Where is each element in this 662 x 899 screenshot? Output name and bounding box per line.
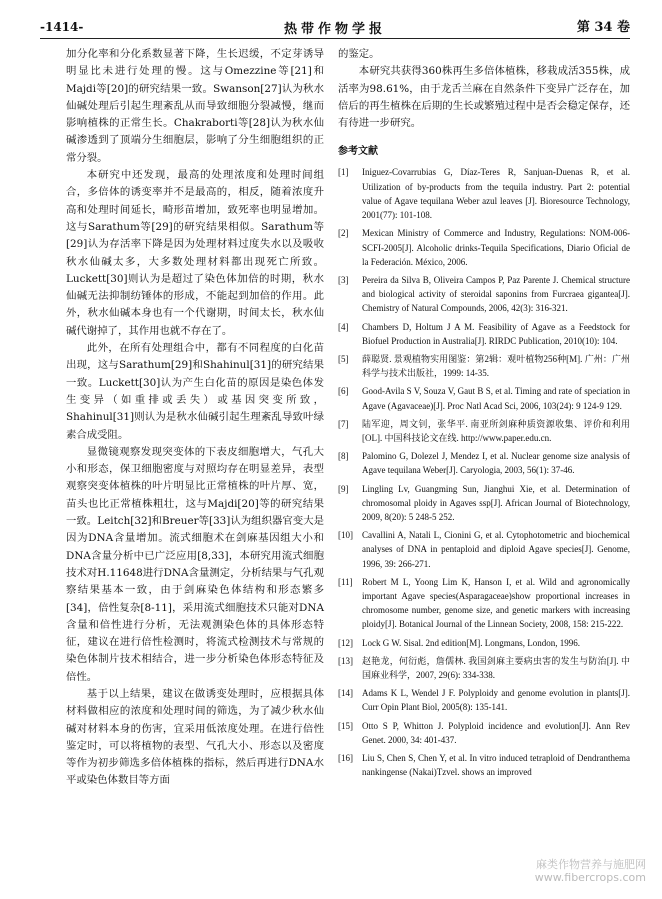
reference-text: 赵艳龙，何衍彪，詹儒林. 我国剑麻主要病虫害的发生与防治[J]. 中国麻业科学，2007, 29(6): 334-338. xyxy=(362,655,630,680)
reference-number: [13] xyxy=(338,655,353,666)
volume-label: 第 34 卷 xyxy=(576,20,630,35)
body-paragraph: 基于以上结果，建议在做诱变处理时，应根据具体材料做相应的浓度和处理时间的筛选，为了减少秋水仙碱对材料本身的伤害，宜采用低浓度处理。在进行倍性鉴定时，可以将植物的表型、气孔大小、形态以及密度等作为初步筛选多倍体植株的指标，然后再进行DNA水平或染色体数目等方面 xyxy=(66,687,324,787)
reference-number: [4] xyxy=(338,321,349,332)
reference-text: Otto S P, Whitton J. Polyploid incidence and evolution[J]. Ann Rev Genet. 2000, 34: 401-437. xyxy=(362,720,630,745)
reference-text: Chambers D, Holtum J A M. Feasibility of Agave as a Feedstock for Biofuel Production in Australia[J]. RIRDC Publication, 2010(10): 104. xyxy=(362,321,630,346)
reference-item xyxy=(338,226,630,269)
reference-item xyxy=(338,654,630,682)
reference-item xyxy=(338,686,630,714)
reference-item xyxy=(338,719,630,747)
reference-number: [15] xyxy=(338,720,353,731)
body-paragraph: 本研究中还发现，最高的处理浓度和处理时间组合，多倍体的诱变率并不是最高的，相反，随着浓度升高和处理时间延长，畸形苗增加，致死率也明显增加。这与Sarathum等[29]的研究结果相似。Sarathum等[29]认为存活率下降是因为处理材料过度失水以及吸收秋水仙碱太多，大多数处理材料都出现死亡所致。Luckett[30]则认为是超过了染色体加倍的时期，秋水仙碱无法抑制纺锤体的形成，不能起到加倍的作用。此外，秋水仙碱本身也有一个代谢期，时间太长，秋水仙碱代谢掉了，其作用也就不存在了。 xyxy=(66,169,324,337)
watermark-url: www.fibercrops.com xyxy=(534,871,646,884)
body-paragraph: 显微镜观察发现突变体的下表皮细胞增大，气孔大小和形态，保卫细胞密度与对照均存在明显差异，表型观察突变体植株的叶片明显比正常植株的叶片厚、宽，苗头也比正常植株粗壮，这与Majdi[20]等的研究结果一致。Leitch[32]和Breuer等[33]认为组织器官变大是因为DNA含量增加。流式细胞术在剑麻基因组大小和DNA含量分析中已广泛应用[8,33]，本研究用流式细胞技术对H.11648进行DNA含量测定，分析结果与气孔观察结果基本一致，由于剑麻染色体结构和形态繁多[34]，倍性复杂[8-11]，采用流式细胞技术只能对DNA含量和倍性进行分析，无法观测染色体的具体形态特征，建议在进行倍性检测时，将流式检测技术与常规的染色体制片技术相结合，进一步分析染色体形态特征及倍性。 xyxy=(66,445,324,683)
reference-item xyxy=(338,352,630,380)
reference-text: 薛聪贤. 景观植物实用图鉴：第2辑：观叶植物256种[M]. 广州：广州科学与技术出版社，1999: 14-35. xyxy=(362,353,630,379)
body-paragraph: 的鉴定。 xyxy=(338,48,380,60)
reference-number: [12] xyxy=(338,637,353,648)
reference-text: Lingling Lv, Guangming Sun, Jianghui Xie, et al. Determination of chromosomal ploidy in Agaves ssp[J]. African Journal of Biotechnology, 2009, 8(20): 5 248-5 252. xyxy=(362,483,630,522)
reference-text: Mexican Ministry of Commerce and Industry, Regulations: NOM-006-SCFI-2005[J]. Alcoholic drinks-Tequila Specifications, Diario Oficial de la Federación. México, 2006. xyxy=(362,228,630,267)
body-paragraph: 此外，在所有处理组合中，都有不同程度的白化苗出现，这与Sarathum[29]和Shahinul[31]的研究结果一致。Luckett[30]认为产生白化苗的原因是染色体发生变异（如重排或丢失）或基因突变所致，Shahinul[31]则认为是秋水仙碱引起生理紊乱导致叶绿素合成受阻。 xyxy=(66,342,324,441)
reference-number: [10] xyxy=(338,530,353,541)
page-number: -1414- xyxy=(40,20,84,34)
reference-item xyxy=(338,449,630,477)
reference-text: Lock G W. Sisal. 2nd edition[M]. Longmans, London, 1996. xyxy=(362,637,580,648)
reference-text: Palomino G, Dolezel J, Mendez I, et al. Nuclear genome size analysis of Agave tequilana Weber[J]. Caryologia, 2003, 56(1): 37-46. xyxy=(362,451,630,476)
reference-list xyxy=(338,165,630,779)
reference-text: Adams K L, Wendel J F. Polyploidy and genome evolution in plants[J]. Curr Opin Plant Biol, 2005(8): 135-141. xyxy=(362,688,630,713)
reference-number: [7] xyxy=(338,418,349,429)
right-column xyxy=(338,46,630,783)
reference-item xyxy=(338,320,630,348)
reference-number: [9] xyxy=(338,483,349,494)
reference-text: Pereira da Silva B, Oliveira Campos P, Paz Parente J. Chemical structure and biological activity of steroidal saponins from Furcraea gigantea[J]. Chemistry of Natural Compounds, 2006, 42(3): 316-321. xyxy=(362,274,630,314)
reference-item xyxy=(338,482,630,525)
reference-item xyxy=(338,165,630,222)
reference-number: [11] xyxy=(338,576,353,587)
reference-number: [14] xyxy=(338,688,353,699)
reference-number: [6] xyxy=(338,386,349,397)
reference-item xyxy=(338,384,630,412)
body-paragraph: 本研究共获得360株再生多倍体植株，移栽成活355株，成活率为98.61%，由于龙舌兰麻在自然条件下变异广泛存在，加倍后的再生植株在后期的生长或繁殖过程中是否会稳定保存，还有待进一步研究。 xyxy=(338,65,630,130)
reference-item xyxy=(338,417,630,445)
reference-item xyxy=(338,528,630,571)
reference-text: Iniguez-Covarrubias G, Díaz-Teres R, Sanjuan-Duenas R, et al. Utilization of by-products from the tequila industry. Part 2: potential value of Agave tequilana Weber azul leaves [J]. Bioresource Technology, 2001(77): 101-108. xyxy=(362,167,630,221)
watermark-line: 麻类作物营养与施肥网 xyxy=(536,858,646,871)
reference-item xyxy=(338,636,630,650)
reference-number: [1] xyxy=(338,167,349,178)
reference-number: [2] xyxy=(338,228,349,239)
reference-number: [5] xyxy=(338,353,349,364)
left-column xyxy=(66,46,324,790)
reference-text: 陆军迎，周文钊，张华平. 南亚所剑麻种质资源收集、评价和利用[OL]. 中国科技论文在线. http://www.paper.edu.cn. xyxy=(362,418,630,443)
reference-item xyxy=(338,273,630,316)
reference-text: Good-Avila S V, Souza V, Gaut B S, et al. Timing and rate of speciation in Agave (Agavaceae)[J]. Proc Natl Acad Sci, 2006, 103(24): 9 124-9 129. xyxy=(362,386,630,411)
body-paragraph: 加分化率和分化系数显著下降，生长迟缓，不定芽诱导明显比未进行处理的慢。这与Omezzine等[21]和Majdi等[20]的研究结果一致。Swanson[27]认为秋水仙碱处理后引起生理紊乱从而导致细胞分裂减慢，继而影响植株的正常生长。Chakraborti等[28]认为秋水仙碱渗透到了顶端分生细胞层，影响了分生细胞组织的正常分裂。 xyxy=(66,48,324,164)
journal-title: 热带作物学报 xyxy=(283,22,386,37)
watermark xyxy=(535,858,646,884)
reference-text: Cavallini A, Natali L, Cionini G, et al. Cytophotometric and biochemical analyses of DNA in pentaploid and diploid Agave species[J]. Genome, 1996, 39: 266-271. xyxy=(362,530,630,569)
reference-item xyxy=(338,575,630,632)
reference-number: [8] xyxy=(338,451,349,462)
reference-text: Liu S, Chen S, Chen Y, et al. In vitro induced tetraploid of Dendranthema nankingense (Nakai)Tzvel. shows an improved xyxy=(362,753,630,778)
reference-item xyxy=(338,751,630,779)
references-heading: 参考文献 xyxy=(338,146,378,158)
running-header xyxy=(40,14,630,39)
reference-number: [16] xyxy=(338,753,353,763)
reference-text: Robert M L, Yoong Lim K, Hanson I, et al. Wild and agronomically important Agave species(Asparagaceae)show proportional increases in chromosome number, genome size, and genetic markers with increasing ploidy[J]. Botanical Journal of the Linnean Society, 2008, 158: 215-222. xyxy=(362,576,630,630)
reference-number: [3] xyxy=(338,274,349,285)
